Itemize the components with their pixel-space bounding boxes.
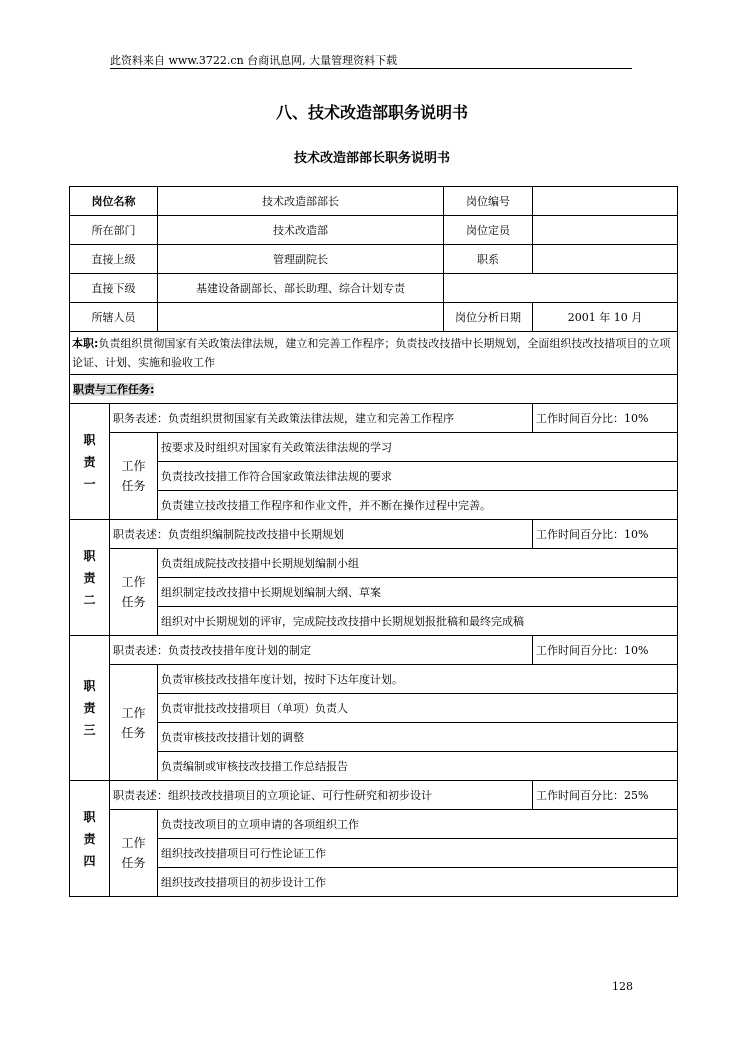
headcount-label: 岗位定员 — [444, 216, 533, 245]
duty-3-time-pct: 工作时间百分比：10% — [533, 636, 678, 665]
superior-value: 管理副院长 — [158, 245, 444, 274]
duty-3-task-row — [70, 694, 678, 723]
summary-text: 负责组织贯彻国家有关政策法律法规，建立和完善工作程序；负责技改技措中长期规划，全面组织技改技措项目的立项论证、计划、实施和验收工作 — [72, 337, 671, 369]
duty-4-task-row — [70, 810, 678, 839]
duty-2-task-row — [70, 607, 678, 636]
info-row-governed — [70, 303, 678, 332]
duty-1-time-pct: 工作时间百分比：10% — [533, 404, 678, 433]
summary-label: 本职: — [72, 337, 99, 350]
duty-3-statement: 职责表述：负责技改技措年度计划的制定 — [110, 636, 533, 665]
subordinate-label: 直接下级 — [70, 274, 158, 303]
rank-value — [533, 245, 678, 274]
duty-1-statement-row — [70, 404, 678, 433]
duty-4-task-1: 负责技改项目的立项申请的各项组织工作 — [158, 810, 678, 839]
department-label: 所在部门 — [70, 216, 158, 245]
duty-2-task-row — [70, 549, 678, 578]
superior-label: 直接上级 — [70, 245, 158, 274]
analysis-date-label: 岗位分析日期 — [444, 303, 533, 332]
position-no-value — [533, 187, 678, 216]
analysis-date-value: 2001 年 10 月 — [533, 303, 678, 332]
duties-heading-row — [70, 375, 678, 404]
document-title: 八、技术改造部职务说明书 — [275, 103, 468, 122]
duty-4-work-label: 工作 任务 — [110, 810, 158, 897]
duty-2-task-row — [70, 578, 678, 607]
duties-heading-cell — [70, 375, 678, 404]
rank-label: 职系 — [444, 245, 533, 274]
duty-2-task-3: 组织对中长期规划的评审，完成院技改技措中长期规划报批稿和最终完成稿 — [158, 607, 678, 636]
position-name-value: 技术改造部部长 — [158, 187, 444, 216]
info-row-position — [70, 187, 678, 216]
duty-4-task-row — [70, 868, 678, 897]
position-no-label: 岗位编号 — [444, 187, 533, 216]
duty-3-work-label: 工作 任务 — [110, 665, 158, 781]
header-divider — [110, 68, 632, 69]
duty-3-task-row — [70, 752, 678, 781]
governed-label: 所辖人员 — [70, 303, 158, 332]
duty-2-statement: 职责表述：负责组织编制院技改技措中长期规划 — [110, 520, 533, 549]
duty-4-label: 职 责 四 — [70, 781, 110, 897]
duty-1-statement: 职务表述：负责组织贯彻国家有关政策法律法规，建立和完善工作程序 — [110, 404, 533, 433]
page-number: 128 — [612, 980, 633, 993]
duty-1-task-row — [70, 462, 678, 491]
header-source-line: 此资料来自 www.3722.cn 台商讯息网, 大量管理资料下载 — [110, 54, 398, 67]
info-row-department — [70, 216, 678, 245]
duty-3-label: 职 责 三 — [70, 636, 110, 781]
department-value: 技术改造部 — [158, 216, 444, 245]
duty-3-task-4: 负责编制或审核技改技措工作总结报告 — [158, 752, 678, 781]
duty-3-task-row — [70, 665, 678, 694]
duty-4-time-pct: 工作时间百分比：25% — [533, 781, 678, 810]
duty-2-statement-row — [70, 520, 678, 549]
duty-2-label: 职 责 二 — [70, 520, 110, 636]
duties-heading: 职责与工作任务: — [73, 383, 155, 396]
duty-1-label: 职 责 一 — [70, 404, 110, 520]
duty-1-work-label: 工作 任务 — [110, 433, 158, 520]
duty-1-task-row — [70, 491, 678, 520]
governed-value — [158, 303, 444, 332]
job-description-table — [69, 186, 678, 897]
duty-2-work-label: 工作 任务 — [110, 549, 158, 636]
duty-1-task-2: 负责技改技措工作符合国家政策法律法规的要求 — [158, 462, 678, 491]
duty-2-task-1: 负责组成院技改技措中长期规划编制小组 — [158, 549, 678, 578]
duty-4-statement: 职责表述：组织技改技措项目的立项论证、可行性研究和初步设计 — [110, 781, 533, 810]
info-row-superior — [70, 245, 678, 274]
duty-1-task-3: 负责建立技改技措工作程序和作业文件，并不断在操作过程中完善。 — [158, 491, 678, 520]
headcount-value — [533, 216, 678, 245]
duty-4-task-2: 组织技改技措项目可行性论证工作 — [158, 839, 678, 868]
duty-1-task-1: 按要求及时组织对国家有关政策法律法规的学习 — [158, 433, 678, 462]
summary-cell — [70, 332, 678, 375]
duty-3-statement-row — [70, 636, 678, 665]
duty-4-task-row — [70, 839, 678, 868]
duty-3-task-row — [70, 723, 678, 752]
duty-4-task-3: 组织技改技措项目的初步设计工作 — [158, 868, 678, 897]
summary-row — [70, 332, 678, 375]
info-row-subordinate — [70, 274, 678, 303]
duty-3-task-3: 负责审核技改技措计划的调整 — [158, 723, 678, 752]
duty-4-statement-row — [70, 781, 678, 810]
duty-3-task-1: 负责审核技改技措年度计划，按时下达年度计划。 — [158, 665, 678, 694]
position-name-label: 岗位名称 — [70, 187, 158, 216]
duty-3-task-2: 负责审批技改技措项目（单项）负责人 — [158, 694, 678, 723]
duty-1-task-row — [70, 433, 678, 462]
duty-2-task-2: 组织制定技改技措中长期规划编制大纲、草案 — [158, 578, 678, 607]
subordinate-value: 基建设备副部长、部长助理、综合计划专责 — [158, 274, 444, 303]
document-subtitle: 技术改造部部长职务说明书 — [293, 151, 450, 166]
subordinate-extra — [444, 274, 678, 303]
duty-2-time-pct: 工作时间百分比：10% — [533, 520, 678, 549]
